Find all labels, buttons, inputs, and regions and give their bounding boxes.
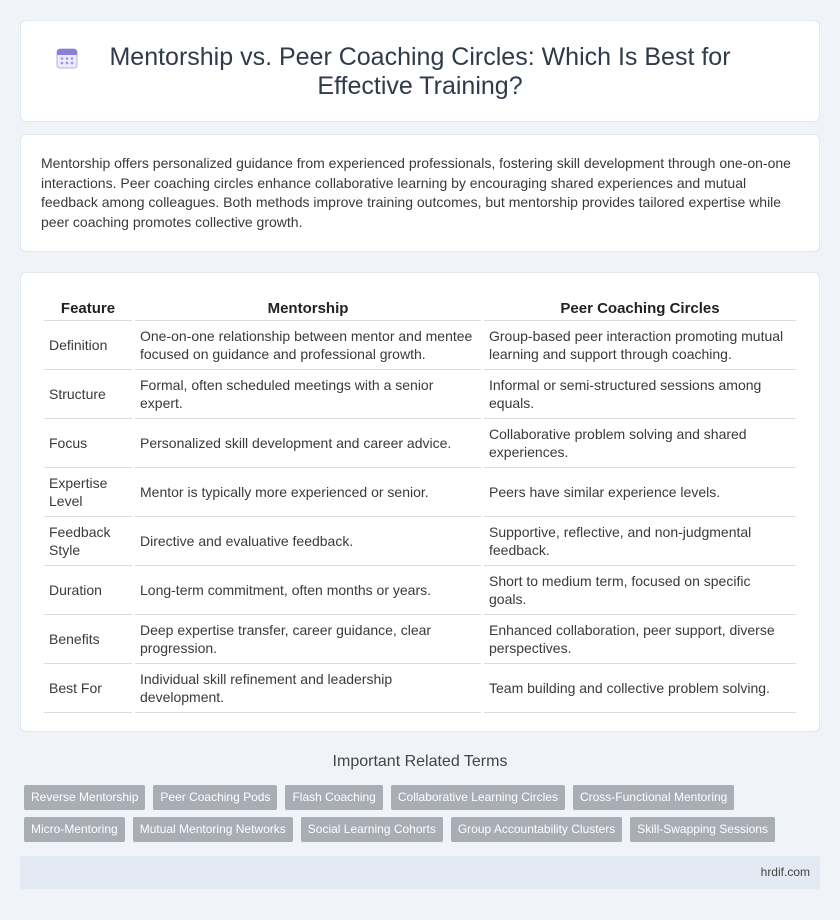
header-mentorship: Mentorship <box>135 295 481 321</box>
related-term-tag[interactable]: Flash Coaching <box>285 785 382 810</box>
footer-site-link[interactable]: hrdif.com <box>760 865 810 879</box>
table-row <box>44 664 796 713</box>
table-row <box>44 321 796 370</box>
peer-coaching-cell: Informal or semi-structured sessions among equals. <box>484 370 796 419</box>
feature-cell: Expertise Level <box>44 468 132 517</box>
related-term-tag[interactable]: Skill-Swapping Sessions <box>630 817 775 842</box>
page-title: Mentorship vs. Peer Coaching Circles: Which Is Best for Effective Training? <box>109 43 731 100</box>
mentorship-cell: Deep expertise transfer, career guidance, clear progression. <box>135 615 481 664</box>
feature-cell: Best For <box>44 664 132 713</box>
mentorship-cell: Directive and evaluative feedback. <box>135 517 481 566</box>
mentorship-cell: Formal, often scheduled meetings with a senior expert. <box>135 370 481 419</box>
peer-coaching-cell: Group-based peer interaction promoting mutual learning and support through coaching. <box>484 321 796 370</box>
peer-coaching-cell: Enhanced collaboration, peer support, diverse perspectives. <box>484 615 796 664</box>
related-terms-list <box>24 785 804 842</box>
feature-cell: Focus <box>44 419 132 468</box>
table-row <box>44 566 796 615</box>
related-term-tag[interactable]: Reverse Mentorship <box>24 785 145 810</box>
intro-card <box>20 134 820 252</box>
title-card <box>20 20 820 122</box>
peer-coaching-cell: Collaborative problem solving and shared experiences. <box>484 419 796 468</box>
comparison-table <box>41 295 799 713</box>
mentorship-cell: Long-term commitment, often months or years. <box>135 566 481 615</box>
feature-cell: Definition <box>44 321 132 370</box>
related-term-tag[interactable]: Cross-Functional Mentoring <box>573 785 734 810</box>
mentorship-cell: One-on-one relationship between mentor and mentee focused on guidance and professional growth. <box>135 321 481 370</box>
related-term-tag[interactable]: Social Learning Cohorts <box>301 817 443 842</box>
feature-cell: Feedback Style <box>44 517 132 566</box>
peer-coaching-cell: Short to medium term, focused on specific goals. <box>484 566 796 615</box>
mentorship-cell: Individual skill refinement and leadership development. <box>135 664 481 713</box>
related-term-tag[interactable]: Micro-Mentoring <box>24 817 125 842</box>
feature-cell: Duration <box>44 566 132 615</box>
feature-cell: Structure <box>44 370 132 419</box>
related-term-tag[interactable]: Group Accountability Clusters <box>451 817 622 842</box>
table-row <box>44 419 796 468</box>
related-term-tag[interactable]: Mutual Mentoring Networks <box>133 817 293 842</box>
table-row <box>44 468 796 517</box>
intro-paragraph: Mentorship offers personalized guidance from experienced professionals, fostering skill development through one-on-one interactions. Peer coaching circles enhance collaborative learning by encouraging shared experiences and mutual feedback among colleagues. Both methods improve training outcomes, but mentorship provides tailored expertise while peer coaching promotes collective growth. <box>41 155 791 230</box>
mentorship-cell: Mentor is typically more experienced or senior. <box>135 468 481 517</box>
peer-coaching-cell: Team building and collective problem solving. <box>484 664 796 713</box>
table-header-row <box>44 295 796 321</box>
peer-coaching-cell: Peers have similar experience levels. <box>484 468 796 517</box>
table-row <box>44 517 796 566</box>
peer-coaching-cell: Supportive, reflective, and non-judgmental feedback. <box>484 517 796 566</box>
related-term-tag[interactable]: Peer Coaching Pods <box>153 785 277 810</box>
mentorship-cell: Personalized skill development and career advice. <box>135 419 481 468</box>
footer <box>20 856 820 889</box>
table-row <box>44 370 796 419</box>
table-row <box>44 615 796 664</box>
header-feature: Feature <box>44 295 132 321</box>
feature-cell: Benefits <box>44 615 132 664</box>
header-peer-coaching: Peer Coaching Circles <box>484 295 796 321</box>
related-term-tag[interactable]: Collaborative Learning Circles <box>391 785 565 810</box>
comparison-card <box>20 272 820 732</box>
related-terms-heading: Important Related Terms <box>332 753 508 770</box>
